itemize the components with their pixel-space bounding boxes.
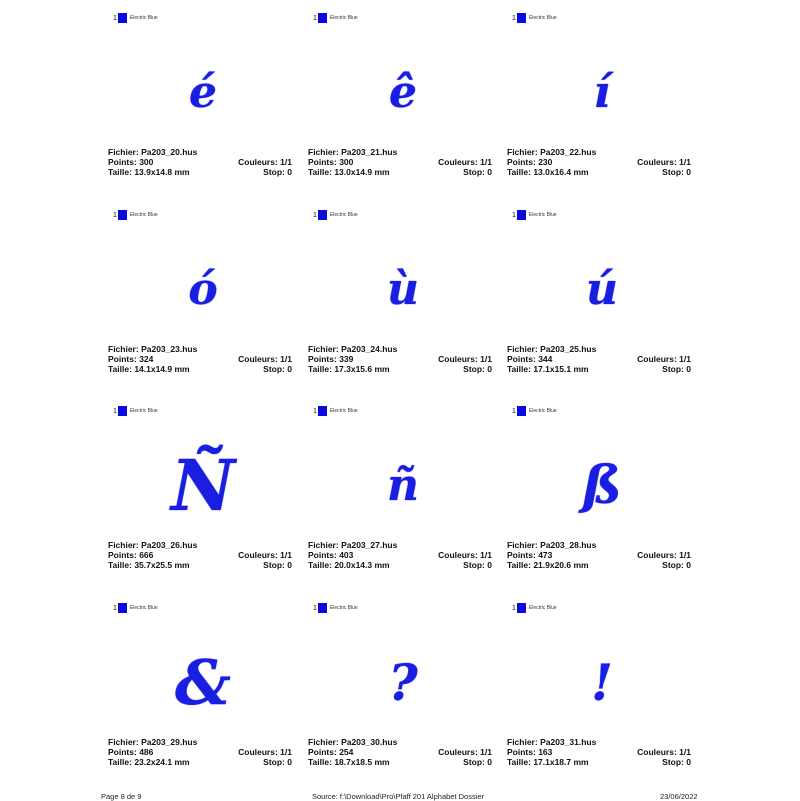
file-name: Pa203_20.hus (141, 147, 198, 157)
file-name: Pa203_27.hus (341, 540, 398, 550)
file-line: Fichier: Pa203_27.hus (308, 540, 398, 550)
size-value: 23.2x24.1 mm (134, 757, 190, 767)
thread-number: 1 (113, 407, 117, 415)
size-value: 17.1x18.7 mm (533, 757, 589, 767)
stop-value: 0 (287, 167, 292, 177)
design-card (308, 405, 498, 585)
size-line: Taille: 18.7x18.5 mm (308, 757, 390, 767)
points-line: Points: 324 (108, 354, 154, 364)
thread-name: Electric Blue (129, 605, 158, 611)
points-value: 324 (139, 354, 154, 364)
points-line: Points: 403 (308, 550, 354, 560)
size-line: Taille: 14.1x14.9 mm (108, 364, 190, 374)
design-info (507, 147, 691, 177)
thread-legend (313, 602, 358, 614)
embroidery-glyph: ù (387, 264, 419, 315)
colors-value: 1/1 (280, 157, 292, 167)
size-line: Taille: 35.7x25.5 mm (108, 560, 190, 570)
thread-name: Electric Blue (528, 15, 557, 21)
size-line: Taille: 13.0x14.9 mm (308, 167, 390, 177)
file-name: Pa203_23.hus (141, 344, 198, 354)
thread-legend (313, 405, 358, 417)
thread-color-swatch (318, 210, 327, 220)
design-card (108, 602, 298, 782)
thread-number: 1 (313, 407, 317, 415)
thread-legend (313, 12, 358, 24)
colors-value: 1/1 (679, 747, 691, 757)
design-card (507, 209, 697, 389)
design-info (507, 344, 691, 374)
thread-number: 1 (113, 14, 117, 22)
file-line: Fichier: Pa203_23.hus (108, 344, 198, 354)
thread-name: Electric Blue (129, 212, 158, 218)
colors-line: Couleurs: 1/1 (238, 157, 292, 167)
thread-color-swatch (517, 603, 526, 613)
size-line: Taille: 20.0x14.3 mm (308, 560, 390, 570)
thread-name: Electric Blue (329, 408, 358, 414)
points-line: Points: 163 (507, 747, 553, 757)
file-line: Fichier: Pa203_26.hus (108, 540, 198, 550)
stop-value: 0 (487, 560, 492, 570)
size-value: 13.0x16.4 mm (533, 167, 589, 177)
thread-number: 1 (313, 211, 317, 219)
design-info (108, 540, 292, 570)
colors-line: Couleurs: 1/1 (438, 157, 492, 167)
stop-value: 0 (287, 757, 292, 767)
design-card (507, 12, 697, 192)
colors-value: 1/1 (480, 747, 492, 757)
colors-value: 1/1 (679, 354, 691, 364)
thread-legend (512, 602, 557, 614)
colors-value: 1/1 (480, 550, 492, 560)
colors-line: Couleurs: 1/1 (238, 747, 292, 757)
stop-line: Stop: 0 (463, 757, 492, 767)
thread-number: 1 (512, 14, 516, 22)
colors-value: 1/1 (280, 550, 292, 560)
stop-line: Stop: 0 (662, 757, 691, 767)
embroidery-glyph: ß (582, 455, 622, 516)
thread-name: Electric Blue (329, 15, 358, 21)
stop-line: Stop: 0 (263, 167, 292, 177)
file-line: Fichier: Pa203_28.hus (507, 540, 597, 550)
file-name: Pa203_28.hus (540, 540, 597, 550)
points-line: Points: 666 (108, 550, 154, 560)
page-number: Page 8 de 9 (101, 792, 142, 801)
thread-legend (113, 405, 158, 417)
design-card (308, 12, 498, 192)
thread-legend (512, 209, 557, 221)
stop-value: 0 (686, 167, 691, 177)
size-value: 35.7x25.5 mm (134, 560, 190, 570)
colors-line: Couleurs: 1/1 (438, 550, 492, 560)
file-name: Pa203_31.hus (540, 737, 597, 747)
size-value: 13.0x14.9 mm (334, 167, 390, 177)
size-line: Taille: 21.9x20.6 mm (507, 560, 589, 570)
thread-number: 1 (113, 604, 117, 612)
points-line: Points: 254 (308, 747, 354, 757)
design-info (507, 737, 691, 767)
embroidery-glyph: é (189, 67, 217, 118)
points-line: Points: 486 (108, 747, 154, 757)
thread-name: Electric Blue (528, 212, 557, 218)
thread-color-swatch (517, 406, 526, 416)
colors-line: Couleurs: 1/1 (438, 354, 492, 364)
file-line: Fichier: Pa203_21.hus (308, 147, 398, 157)
size-line: Taille: 23.2x24.1 mm (108, 757, 190, 767)
thread-name: Electric Blue (329, 605, 358, 611)
colors-value: 1/1 (679, 157, 691, 167)
embroidery-glyph: ó (188, 264, 218, 315)
thread-color-swatch (318, 603, 327, 613)
stop-line: Stop: 0 (463, 560, 492, 570)
source-path: Source: f:\Download\Pro\Pfaff 201 Alphabet Dossier (312, 792, 485, 801)
stop-value: 0 (686, 757, 691, 767)
embroidery-glyph: ? (388, 653, 418, 712)
stop-line: Stop: 0 (463, 167, 492, 177)
thread-legend (512, 405, 557, 417)
points-line: Points: 300 (108, 157, 154, 167)
size-line: Taille: 13.0x16.4 mm (507, 167, 589, 177)
file-line: Fichier: Pa203_31.hus (507, 737, 597, 747)
thread-color-swatch (118, 13, 127, 23)
design-grid (108, 12, 692, 780)
colors-value: 1/1 (480, 157, 492, 167)
stop-line: Stop: 0 (662, 560, 691, 570)
design-info (308, 147, 492, 177)
colors-value: 1/1 (280, 747, 292, 757)
file-line: Fichier: Pa203_25.hus (507, 344, 597, 354)
stop-line: Stop: 0 (463, 364, 492, 374)
stop-line: Stop: 0 (263, 757, 292, 767)
thread-color-swatch (318, 13, 327, 23)
thread-legend (113, 12, 158, 24)
thread-name: Electric Blue (528, 605, 557, 611)
points-value: 300 (339, 157, 354, 167)
colors-value: 1/1 (679, 550, 691, 560)
colors-line: Couleurs: 1/1 (637, 550, 691, 560)
design-info (308, 737, 492, 767)
thread-number: 1 (313, 604, 317, 612)
thread-color-swatch (118, 210, 127, 220)
colors-value: 1/1 (480, 354, 492, 364)
file-name: Pa203_24.hus (341, 344, 398, 354)
stop-value: 0 (487, 757, 492, 767)
file-name: Pa203_26.hus (141, 540, 198, 550)
points-value: 473 (538, 550, 553, 560)
design-card (308, 602, 498, 782)
file-name: Pa203_30.hus (341, 737, 398, 747)
points-line: Points: 300 (308, 157, 354, 167)
embroidery-glyph: ñ (387, 460, 419, 511)
colors-line: Couleurs: 1/1 (438, 747, 492, 757)
points-value: 344 (538, 354, 553, 364)
size-value: 18.7x18.5 mm (334, 757, 390, 767)
size-value: 13.9x14.8 mm (134, 167, 190, 177)
size-value: 17.1x15.1 mm (533, 364, 589, 374)
design-info (507, 540, 691, 570)
file-name: Pa203_21.hus (341, 147, 398, 157)
stop-value: 0 (287, 364, 292, 374)
points-value: 300 (139, 157, 154, 167)
design-info (108, 737, 292, 767)
file-line: Fichier: Pa203_22.hus (507, 147, 597, 157)
colors-line: Couleurs: 1/1 (637, 354, 691, 364)
embroidery-glyph: ú (586, 264, 618, 315)
size-line: Taille: 17.1x15.1 mm (507, 364, 589, 374)
embroidery-glyph: í (593, 67, 611, 118)
thread-color-swatch (517, 210, 526, 220)
file-line: Fichier: Pa203_24.hus (308, 344, 398, 354)
stop-line: Stop: 0 (263, 560, 292, 570)
thread-color-swatch (118, 603, 127, 613)
points-value: 230 (538, 157, 553, 167)
file-name: Pa203_29.hus (141, 737, 198, 747)
size-value: 17.3x15.6 mm (334, 364, 390, 374)
points-value: 666 (139, 550, 154, 560)
thread-color-swatch (517, 13, 526, 23)
embroidery-glyph: ! (591, 653, 613, 712)
thread-name: Electric Blue (528, 408, 557, 414)
size-line: Taille: 17.1x18.7 mm (507, 757, 589, 767)
colors-line: Couleurs: 1/1 (637, 747, 691, 757)
colors-line: Couleurs: 1/1 (238, 354, 292, 364)
stop-value: 0 (686, 364, 691, 374)
design-info (108, 147, 292, 177)
design-card (308, 209, 498, 389)
thread-number: 1 (113, 211, 117, 219)
file-line: Fichier: Pa203_30.hus (308, 737, 398, 747)
thread-number: 1 (512, 211, 516, 219)
thread-legend (113, 602, 158, 614)
points-value: 486 (139, 747, 154, 757)
points-line: Points: 230 (507, 157, 553, 167)
thread-legend (512, 12, 557, 24)
thread-legend (113, 209, 158, 221)
design-card (507, 602, 697, 782)
embroidery-glyph: ê (389, 67, 417, 118)
stop-value: 0 (686, 560, 691, 570)
embroidery-glyph: Ñ (171, 444, 235, 527)
points-value: 339 (339, 354, 354, 364)
points-value: 254 (339, 747, 354, 757)
file-line: Fichier: Pa203_20.hus (108, 147, 198, 157)
colors-line: Couleurs: 1/1 (637, 157, 691, 167)
thread-number: 1 (512, 604, 516, 612)
stop-value: 0 (487, 167, 492, 177)
thread-color-swatch (318, 406, 327, 416)
design-info (308, 344, 492, 374)
file-line: Fichier: Pa203_29.hus (108, 737, 198, 747)
file-name: Pa203_22.hus (540, 147, 597, 157)
design-info (108, 344, 292, 374)
size-line: Taille: 13.9x14.8 mm (108, 167, 190, 177)
points-value: 403 (339, 550, 354, 560)
design-card (507, 405, 697, 585)
design-info (308, 540, 492, 570)
design-card (108, 405, 298, 585)
print-date: 23/06/2022 (660, 792, 698, 801)
points-value: 163 (538, 747, 553, 757)
embroidery-glyph: & (175, 646, 231, 719)
thread-color-swatch (118, 406, 127, 416)
file-name: Pa203_25.hus (540, 344, 597, 354)
stop-value: 0 (487, 364, 492, 374)
stop-line: Stop: 0 (662, 364, 691, 374)
stop-value: 0 (287, 560, 292, 570)
design-card (108, 12, 298, 192)
colors-value: 1/1 (280, 354, 292, 364)
stop-line: Stop: 0 (662, 167, 691, 177)
points-line: Points: 339 (308, 354, 354, 364)
design-card (108, 209, 298, 389)
points-line: Points: 344 (507, 354, 553, 364)
size-value: 21.9x20.6 mm (533, 560, 589, 570)
size-line: Taille: 17.3x15.6 mm (308, 364, 390, 374)
thread-number: 1 (313, 14, 317, 22)
stop-line: Stop: 0 (263, 364, 292, 374)
thread-number: 1 (512, 407, 516, 415)
thread-legend (313, 209, 358, 221)
thread-name: Electric Blue (329, 212, 358, 218)
thread-name: Electric Blue (129, 15, 158, 21)
size-value: 14.1x14.9 mm (134, 364, 190, 374)
colors-line: Couleurs: 1/1 (238, 550, 292, 560)
points-line: Points: 473 (507, 550, 553, 560)
size-value: 20.0x14.3 mm (334, 560, 390, 570)
thread-name: Electric Blue (129, 408, 158, 414)
